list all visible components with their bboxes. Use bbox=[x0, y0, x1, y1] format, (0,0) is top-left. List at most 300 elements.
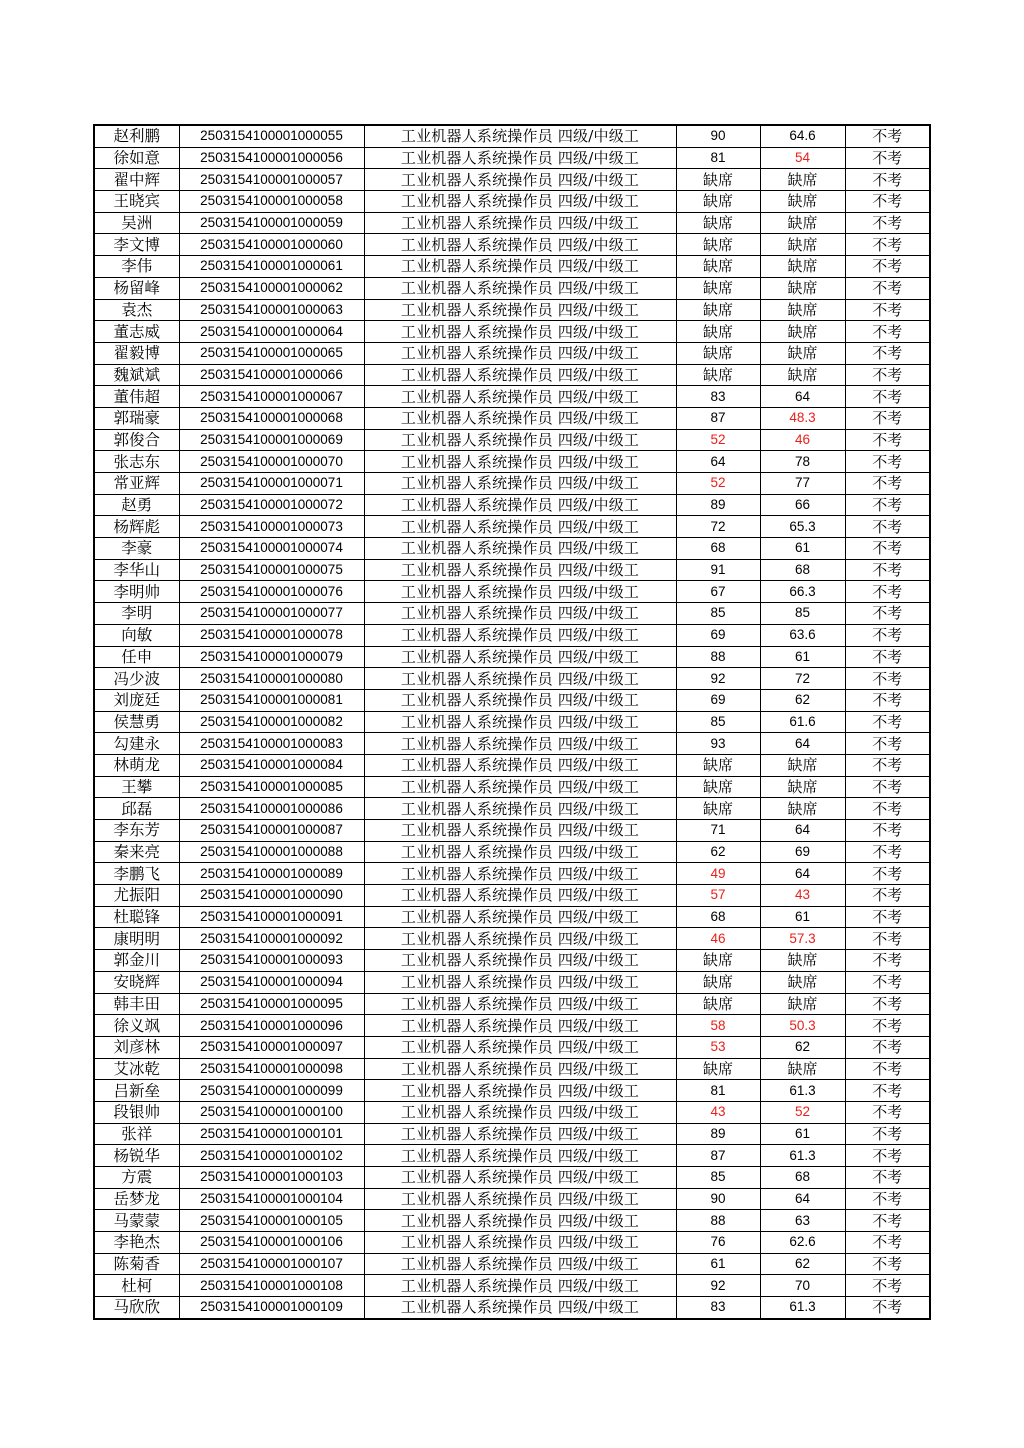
exam-status: 不考 bbox=[845, 386, 930, 408]
occupation-level: 工业机器人系统操作员 四级/中级工 bbox=[364, 516, 676, 538]
exam-status: 不考 bbox=[845, 1188, 930, 1210]
exam-status: 不考 bbox=[845, 1275, 930, 1297]
ticket-number: 2503154100001000099 bbox=[179, 1080, 364, 1102]
skill-score: 62 bbox=[760, 689, 845, 711]
ticket-number: 2503154100001000066 bbox=[179, 364, 364, 386]
occupation-level: 工业机器人系统操作员 四级/中级工 bbox=[364, 1080, 676, 1102]
theory-score: 90 bbox=[676, 1188, 760, 1210]
occupation-level: 工业机器人系统操作员 四级/中级工 bbox=[364, 147, 676, 169]
theory-score: 93 bbox=[676, 733, 760, 755]
candidate-name: 徐义飒 bbox=[94, 1015, 179, 1037]
candidate-name: 赵勇 bbox=[94, 494, 179, 516]
ticket-number: 2503154100001000079 bbox=[179, 646, 364, 668]
table-row bbox=[94, 125, 930, 147]
theory-score: 缺席 bbox=[676, 950, 760, 972]
skill-score: 缺席 bbox=[760, 191, 845, 213]
exam-status: 不考 bbox=[845, 212, 930, 234]
exam-status: 不考 bbox=[845, 863, 930, 885]
theory-score: 92 bbox=[676, 668, 760, 690]
exam-status: 不考 bbox=[845, 754, 930, 776]
ticket-number: 2503154100001000055 bbox=[179, 125, 364, 147]
candidate-name: 徐如意 bbox=[94, 147, 179, 169]
exam-status: 不考 bbox=[845, 321, 930, 343]
occupation-level: 工业机器人系统操作员 四级/中级工 bbox=[364, 603, 676, 625]
skill-score: 85 bbox=[760, 603, 845, 625]
theory-score: 46 bbox=[676, 928, 760, 950]
occupation-level: 工业机器人系统操作员 四级/中级工 bbox=[364, 950, 676, 972]
ticket-number: 2503154100001000085 bbox=[179, 776, 364, 798]
skill-score: 缺席 bbox=[760, 299, 845, 321]
exam-status: 不考 bbox=[845, 971, 930, 993]
ticket-number: 2503154100001000108 bbox=[179, 1275, 364, 1297]
occupation-level: 工业机器人系统操作员 四级/中级工 bbox=[364, 798, 676, 820]
table-row bbox=[94, 754, 930, 776]
candidate-name: 杜聪锋 bbox=[94, 906, 179, 928]
skill-score: 77 bbox=[760, 473, 845, 495]
theory-score: 缺席 bbox=[676, 212, 760, 234]
ticket-number: 2503154100001000059 bbox=[179, 212, 364, 234]
skill-score: 66 bbox=[760, 494, 845, 516]
candidate-name: 勾建永 bbox=[94, 733, 179, 755]
table-row bbox=[94, 559, 930, 581]
ticket-number: 2503154100001000080 bbox=[179, 668, 364, 690]
theory-score: 87 bbox=[676, 1145, 760, 1167]
skill-score: 66.3 bbox=[760, 581, 845, 603]
table-row bbox=[94, 451, 930, 473]
candidate-name: 秦来亮 bbox=[94, 841, 179, 863]
candidate-name: 岳梦龙 bbox=[94, 1188, 179, 1210]
candidate-name: 赵利鹏 bbox=[94, 125, 179, 147]
theory-score: 85 bbox=[676, 1167, 760, 1189]
candidate-name: 王晓宾 bbox=[94, 191, 179, 213]
skill-score: 64 bbox=[760, 386, 845, 408]
table-row bbox=[94, 299, 930, 321]
occupation-level: 工业机器人系统操作员 四级/中级工 bbox=[364, 1232, 676, 1254]
occupation-level: 工业机器人系统操作员 四级/中级工 bbox=[364, 256, 676, 278]
exam-status: 不考 bbox=[845, 906, 930, 928]
exam-status: 不考 bbox=[845, 451, 930, 473]
candidate-name: 董伟超 bbox=[94, 386, 179, 408]
table-row bbox=[94, 169, 930, 191]
exam-status: 不考 bbox=[845, 559, 930, 581]
table-row bbox=[94, 212, 930, 234]
skill-score: 52 bbox=[760, 1101, 845, 1123]
exam-status: 不考 bbox=[845, 1080, 930, 1102]
occupation-level: 工业机器人系统操作员 四级/中级工 bbox=[364, 1015, 676, 1037]
skill-score: 缺席 bbox=[760, 169, 845, 191]
table-row bbox=[94, 603, 930, 625]
candidate-name: 方震 bbox=[94, 1167, 179, 1189]
skill-score: 缺席 bbox=[760, 950, 845, 972]
ticket-number: 2503154100001000094 bbox=[179, 971, 364, 993]
skill-score: 65.3 bbox=[760, 516, 845, 538]
theory-score: 52 bbox=[676, 473, 760, 495]
table-row bbox=[94, 776, 930, 798]
skill-score: 70 bbox=[760, 1275, 845, 1297]
skill-score: 69 bbox=[760, 841, 845, 863]
ticket-number: 2503154100001000067 bbox=[179, 386, 364, 408]
occupation-level: 工业机器人系统操作员 四级/中级工 bbox=[364, 234, 676, 256]
candidate-name: 林萌龙 bbox=[94, 754, 179, 776]
candidate-name: 冯少波 bbox=[94, 668, 179, 690]
skill-score: 缺席 bbox=[760, 364, 845, 386]
exam-status: 不考 bbox=[845, 1101, 930, 1123]
table-row bbox=[94, 516, 930, 538]
theory-score: 43 bbox=[676, 1101, 760, 1123]
skill-score: 缺席 bbox=[760, 277, 845, 299]
candidate-name: 郭瑞豪 bbox=[94, 407, 179, 429]
table-row bbox=[94, 646, 930, 668]
occupation-level: 工业机器人系统操作员 四级/中级工 bbox=[364, 646, 676, 668]
skill-score: 61 bbox=[760, 906, 845, 928]
ticket-number: 2503154100001000109 bbox=[179, 1297, 364, 1319]
candidate-name: 董志威 bbox=[94, 321, 179, 343]
exam-status: 不考 bbox=[845, 1297, 930, 1319]
skill-score: 缺席 bbox=[760, 256, 845, 278]
skill-score: 61.3 bbox=[760, 1297, 845, 1319]
ticket-number: 2503154100001000070 bbox=[179, 451, 364, 473]
candidate-name: 马欣欣 bbox=[94, 1297, 179, 1319]
theory-score: 89 bbox=[676, 1123, 760, 1145]
candidate-name: 李豪 bbox=[94, 538, 179, 560]
theory-score: 85 bbox=[676, 711, 760, 733]
skill-score: 64 bbox=[760, 820, 845, 842]
occupation-level: 工业机器人系统操作员 四级/中级工 bbox=[364, 538, 676, 560]
theory-score: 缺席 bbox=[676, 169, 760, 191]
skill-score: 缺席 bbox=[760, 993, 845, 1015]
ticket-number: 2503154100001000071 bbox=[179, 473, 364, 495]
candidate-name: 杨锐华 bbox=[94, 1145, 179, 1167]
occupation-level: 工业机器人系统操作员 四级/中级工 bbox=[364, 993, 676, 1015]
table-row bbox=[94, 429, 930, 451]
candidate-name: 马蒙蒙 bbox=[94, 1210, 179, 1232]
score-table-body bbox=[94, 125, 930, 1319]
skill-score: 43 bbox=[760, 885, 845, 907]
candidate-name: 陈菊香 bbox=[94, 1253, 179, 1275]
theory-score: 88 bbox=[676, 1210, 760, 1232]
candidate-name: 艾冰乾 bbox=[94, 1058, 179, 1080]
skill-score: 缺席 bbox=[760, 971, 845, 993]
ticket-number: 2503154100001000087 bbox=[179, 820, 364, 842]
ticket-number: 2503154100001000076 bbox=[179, 581, 364, 603]
ticket-number: 2503154100001000065 bbox=[179, 342, 364, 364]
theory-score: 69 bbox=[676, 689, 760, 711]
candidate-name: 刘彦林 bbox=[94, 1036, 179, 1058]
occupation-level: 工业机器人系统操作员 四级/中级工 bbox=[364, 1123, 676, 1145]
table-row bbox=[94, 386, 930, 408]
table-row bbox=[94, 1297, 930, 1319]
theory-score: 缺席 bbox=[676, 191, 760, 213]
skill-score: 61 bbox=[760, 1123, 845, 1145]
occupation-level: 工业机器人系统操作员 四级/中级工 bbox=[364, 1145, 676, 1167]
skill-score: 缺席 bbox=[760, 342, 845, 364]
ticket-number: 2503154100001000068 bbox=[179, 407, 364, 429]
theory-score: 缺席 bbox=[676, 776, 760, 798]
exam-status: 不考 bbox=[845, 1123, 930, 1145]
ticket-number: 2503154100001000100 bbox=[179, 1101, 364, 1123]
skill-score: 62 bbox=[760, 1036, 845, 1058]
table-row bbox=[94, 798, 930, 820]
ticket-number: 2503154100001000098 bbox=[179, 1058, 364, 1080]
table-row bbox=[94, 277, 930, 299]
occupation-level: 工业机器人系统操作员 四级/中级工 bbox=[364, 277, 676, 299]
theory-score: 90 bbox=[676, 125, 760, 147]
table-row bbox=[94, 538, 930, 560]
skill-score: 61.6 bbox=[760, 711, 845, 733]
occupation-level: 工业机器人系统操作员 四级/中级工 bbox=[364, 841, 676, 863]
exam-status: 不考 bbox=[845, 820, 930, 842]
skill-score: 62.6 bbox=[760, 1232, 845, 1254]
skill-score: 64.6 bbox=[760, 125, 845, 147]
exam-status: 不考 bbox=[845, 733, 930, 755]
exam-status: 不考 bbox=[845, 256, 930, 278]
table-row bbox=[94, 364, 930, 386]
exam-status: 不考 bbox=[845, 885, 930, 907]
skill-score: 61 bbox=[760, 646, 845, 668]
theory-score: 87 bbox=[676, 407, 760, 429]
table-row bbox=[94, 147, 930, 169]
candidate-name: 翟中辉 bbox=[94, 169, 179, 191]
ticket-number: 2503154100001000103 bbox=[179, 1167, 364, 1189]
ticket-number: 2503154100001000063 bbox=[179, 299, 364, 321]
theory-score: 71 bbox=[676, 820, 760, 842]
occupation-level: 工业机器人系统操作员 四级/中级工 bbox=[364, 1036, 676, 1058]
theory-score: 83 bbox=[676, 386, 760, 408]
exam-status: 不考 bbox=[845, 603, 930, 625]
occupation-level: 工业机器人系统操作员 四级/中级工 bbox=[364, 668, 676, 690]
occupation-level: 工业机器人系统操作员 四级/中级工 bbox=[364, 689, 676, 711]
table-row bbox=[94, 407, 930, 429]
ticket-number: 2503154100001000058 bbox=[179, 191, 364, 213]
ticket-number: 2503154100001000081 bbox=[179, 689, 364, 711]
candidate-name: 袁杰 bbox=[94, 299, 179, 321]
occupation-level: 工业机器人系统操作员 四级/中级工 bbox=[364, 711, 676, 733]
theory-score: 69 bbox=[676, 624, 760, 646]
occupation-level: 工业机器人系统操作员 四级/中级工 bbox=[364, 1253, 676, 1275]
score-table bbox=[93, 124, 931, 1320]
theory-score: 缺席 bbox=[676, 277, 760, 299]
exam-status: 不考 bbox=[845, 1015, 930, 1037]
table-row bbox=[94, 993, 930, 1015]
table-row bbox=[94, 1123, 930, 1145]
theory-score: 68 bbox=[676, 538, 760, 560]
occupation-level: 工业机器人系统操作员 四级/中级工 bbox=[364, 1275, 676, 1297]
skill-score: 缺席 bbox=[760, 212, 845, 234]
theory-score: 81 bbox=[676, 147, 760, 169]
table-row bbox=[94, 256, 930, 278]
ticket-number: 2503154100001000095 bbox=[179, 993, 364, 1015]
theory-score: 85 bbox=[676, 603, 760, 625]
skill-score: 64 bbox=[760, 1188, 845, 1210]
table-row bbox=[94, 1188, 930, 1210]
exam-status: 不考 bbox=[845, 299, 930, 321]
ticket-number: 2503154100001000090 bbox=[179, 885, 364, 907]
ticket-number: 2503154100001000083 bbox=[179, 733, 364, 755]
ticket-number: 2503154100001000064 bbox=[179, 321, 364, 343]
table-row bbox=[94, 473, 930, 495]
exam-status: 不考 bbox=[845, 473, 930, 495]
occupation-level: 工业机器人系统操作员 四级/中级工 bbox=[364, 754, 676, 776]
occupation-level: 工业机器人系统操作员 四级/中级工 bbox=[364, 906, 676, 928]
candidate-name: 张祥 bbox=[94, 1123, 179, 1145]
table-row bbox=[94, 494, 930, 516]
table-row bbox=[94, 689, 930, 711]
ticket-number: 2503154100001000097 bbox=[179, 1036, 364, 1058]
exam-status: 不考 bbox=[845, 125, 930, 147]
theory-score: 61 bbox=[676, 1253, 760, 1275]
occupation-level: 工业机器人系统操作员 四级/中级工 bbox=[364, 473, 676, 495]
occupation-level: 工业机器人系统操作员 四级/中级工 bbox=[364, 212, 676, 234]
table-row bbox=[94, 581, 930, 603]
skill-score: 46 bbox=[760, 429, 845, 451]
occupation-level: 工业机器人系统操作员 四级/中级工 bbox=[364, 885, 676, 907]
candidate-name: 常亚辉 bbox=[94, 473, 179, 495]
table-row bbox=[94, 1036, 930, 1058]
table-row bbox=[94, 321, 930, 343]
theory-score: 91 bbox=[676, 559, 760, 581]
exam-status: 不考 bbox=[845, 516, 930, 538]
skill-score: 68 bbox=[760, 1167, 845, 1189]
ticket-number: 2503154100001000077 bbox=[179, 603, 364, 625]
exam-status: 不考 bbox=[845, 689, 930, 711]
occupation-level: 工业机器人系统操作员 四级/中级工 bbox=[364, 169, 676, 191]
theory-score: 缺席 bbox=[676, 342, 760, 364]
candidate-name: 翟毅博 bbox=[94, 342, 179, 364]
occupation-level: 工业机器人系统操作员 四级/中级工 bbox=[364, 1101, 676, 1123]
skill-score: 缺席 bbox=[760, 1058, 845, 1080]
theory-score: 57 bbox=[676, 885, 760, 907]
exam-status: 不考 bbox=[845, 798, 930, 820]
ticket-number: 2503154100001000073 bbox=[179, 516, 364, 538]
theory-score: 缺席 bbox=[676, 971, 760, 993]
occupation-level: 工业机器人系统操作员 四级/中级工 bbox=[364, 451, 676, 473]
exam-status: 不考 bbox=[845, 147, 930, 169]
occupation-level: 工业机器人系统操作员 四级/中级工 bbox=[364, 386, 676, 408]
theory-score: 缺席 bbox=[676, 364, 760, 386]
table-row bbox=[94, 342, 930, 364]
occupation-level: 工业机器人系统操作员 四级/中级工 bbox=[364, 559, 676, 581]
skill-score: 缺席 bbox=[760, 798, 845, 820]
exam-status: 不考 bbox=[845, 950, 930, 972]
candidate-name: 侯慧勇 bbox=[94, 711, 179, 733]
theory-score: 68 bbox=[676, 906, 760, 928]
ticket-number: 2503154100001000102 bbox=[179, 1145, 364, 1167]
theory-score: 缺席 bbox=[676, 234, 760, 256]
ticket-number: 2503154100001000107 bbox=[179, 1253, 364, 1275]
table-row bbox=[94, 191, 930, 213]
occupation-level: 工业机器人系统操作员 四级/中级工 bbox=[364, 1210, 676, 1232]
theory-score: 81 bbox=[676, 1080, 760, 1102]
theory-score: 缺席 bbox=[676, 256, 760, 278]
skill-score: 61 bbox=[760, 538, 845, 560]
candidate-name: 郭俊合 bbox=[94, 429, 179, 451]
table-row bbox=[94, 906, 930, 928]
candidate-name: 李华山 bbox=[94, 559, 179, 581]
ticket-number: 2503154100001000096 bbox=[179, 1015, 364, 1037]
theory-score: 49 bbox=[676, 863, 760, 885]
candidate-name: 吴洲 bbox=[94, 212, 179, 234]
theory-score: 67 bbox=[676, 581, 760, 603]
table-row bbox=[94, 1232, 930, 1254]
ticket-number: 2503154100001000075 bbox=[179, 559, 364, 581]
ticket-number: 2503154100001000101 bbox=[179, 1123, 364, 1145]
skill-score: 61.3 bbox=[760, 1145, 845, 1167]
occupation-level: 工业机器人系统操作员 四级/中级工 bbox=[364, 581, 676, 603]
skill-score: 64 bbox=[760, 733, 845, 755]
table-row bbox=[94, 841, 930, 863]
exam-status: 不考 bbox=[845, 191, 930, 213]
ticket-number: 2503154100001000056 bbox=[179, 147, 364, 169]
candidate-name: 郭金川 bbox=[94, 950, 179, 972]
candidate-name: 尤振阳 bbox=[94, 885, 179, 907]
ticket-number: 2503154100001000072 bbox=[179, 494, 364, 516]
theory-score: 76 bbox=[676, 1232, 760, 1254]
theory-score: 缺席 bbox=[676, 993, 760, 1015]
exam-status: 不考 bbox=[845, 646, 930, 668]
exam-status: 不考 bbox=[845, 668, 930, 690]
exam-status: 不考 bbox=[845, 993, 930, 1015]
occupation-level: 工业机器人系统操作员 四级/中级工 bbox=[364, 971, 676, 993]
occupation-level: 工业机器人系统操作员 四级/中级工 bbox=[364, 191, 676, 213]
occupation-level: 工业机器人系统操作员 四级/中级工 bbox=[364, 321, 676, 343]
table-row bbox=[94, 1275, 930, 1297]
candidate-name: 吕新垒 bbox=[94, 1080, 179, 1102]
ticket-number: 2503154100001000088 bbox=[179, 841, 364, 863]
table-row bbox=[94, 1253, 930, 1275]
ticket-number: 2503154100001000078 bbox=[179, 624, 364, 646]
skill-score: 缺席 bbox=[760, 754, 845, 776]
table-row bbox=[94, 624, 930, 646]
candidate-name: 邱磊 bbox=[94, 798, 179, 820]
theory-score: 缺席 bbox=[676, 798, 760, 820]
skill-score: 缺席 bbox=[760, 234, 845, 256]
theory-score: 89 bbox=[676, 494, 760, 516]
table-row bbox=[94, 971, 930, 993]
candidate-name: 向敏 bbox=[94, 624, 179, 646]
candidate-name: 任申 bbox=[94, 646, 179, 668]
exam-status: 不考 bbox=[845, 624, 930, 646]
ticket-number: 2503154100001000104 bbox=[179, 1188, 364, 1210]
table-row bbox=[94, 1058, 930, 1080]
theory-score: 缺席 bbox=[676, 321, 760, 343]
candidate-name: 李明 bbox=[94, 603, 179, 625]
table-row bbox=[94, 1145, 930, 1167]
table-row bbox=[94, 1015, 930, 1037]
exam-status: 不考 bbox=[845, 1036, 930, 1058]
table-row bbox=[94, 1101, 930, 1123]
occupation-level: 工业机器人系统操作员 四级/中级工 bbox=[364, 1297, 676, 1319]
occupation-level: 工业机器人系统操作员 四级/中级工 bbox=[364, 494, 676, 516]
theory-score: 88 bbox=[676, 646, 760, 668]
ticket-number: 2503154100001000089 bbox=[179, 863, 364, 885]
occupation-level: 工业机器人系统操作员 四级/中级工 bbox=[364, 299, 676, 321]
candidate-name: 李艳杰 bbox=[94, 1232, 179, 1254]
ticket-number: 2503154100001000091 bbox=[179, 906, 364, 928]
exam-status: 不考 bbox=[845, 538, 930, 560]
ticket-number: 2503154100001000069 bbox=[179, 429, 364, 451]
skill-score: 缺席 bbox=[760, 321, 845, 343]
occupation-level: 工业机器人系统操作员 四级/中级工 bbox=[364, 407, 676, 429]
candidate-name: 张志东 bbox=[94, 451, 179, 473]
occupation-level: 工业机器人系统操作员 四级/中级工 bbox=[364, 820, 676, 842]
exam-status: 不考 bbox=[845, 1210, 930, 1232]
ticket-number: 2503154100001000106 bbox=[179, 1232, 364, 1254]
occupation-level: 工业机器人系统操作员 四级/中级工 bbox=[364, 364, 676, 386]
theory-score: 缺席 bbox=[676, 754, 760, 776]
skill-score: 63 bbox=[760, 1210, 845, 1232]
occupation-level: 工业机器人系统操作员 四级/中级工 bbox=[364, 776, 676, 798]
ticket-number: 2503154100001000074 bbox=[179, 538, 364, 560]
